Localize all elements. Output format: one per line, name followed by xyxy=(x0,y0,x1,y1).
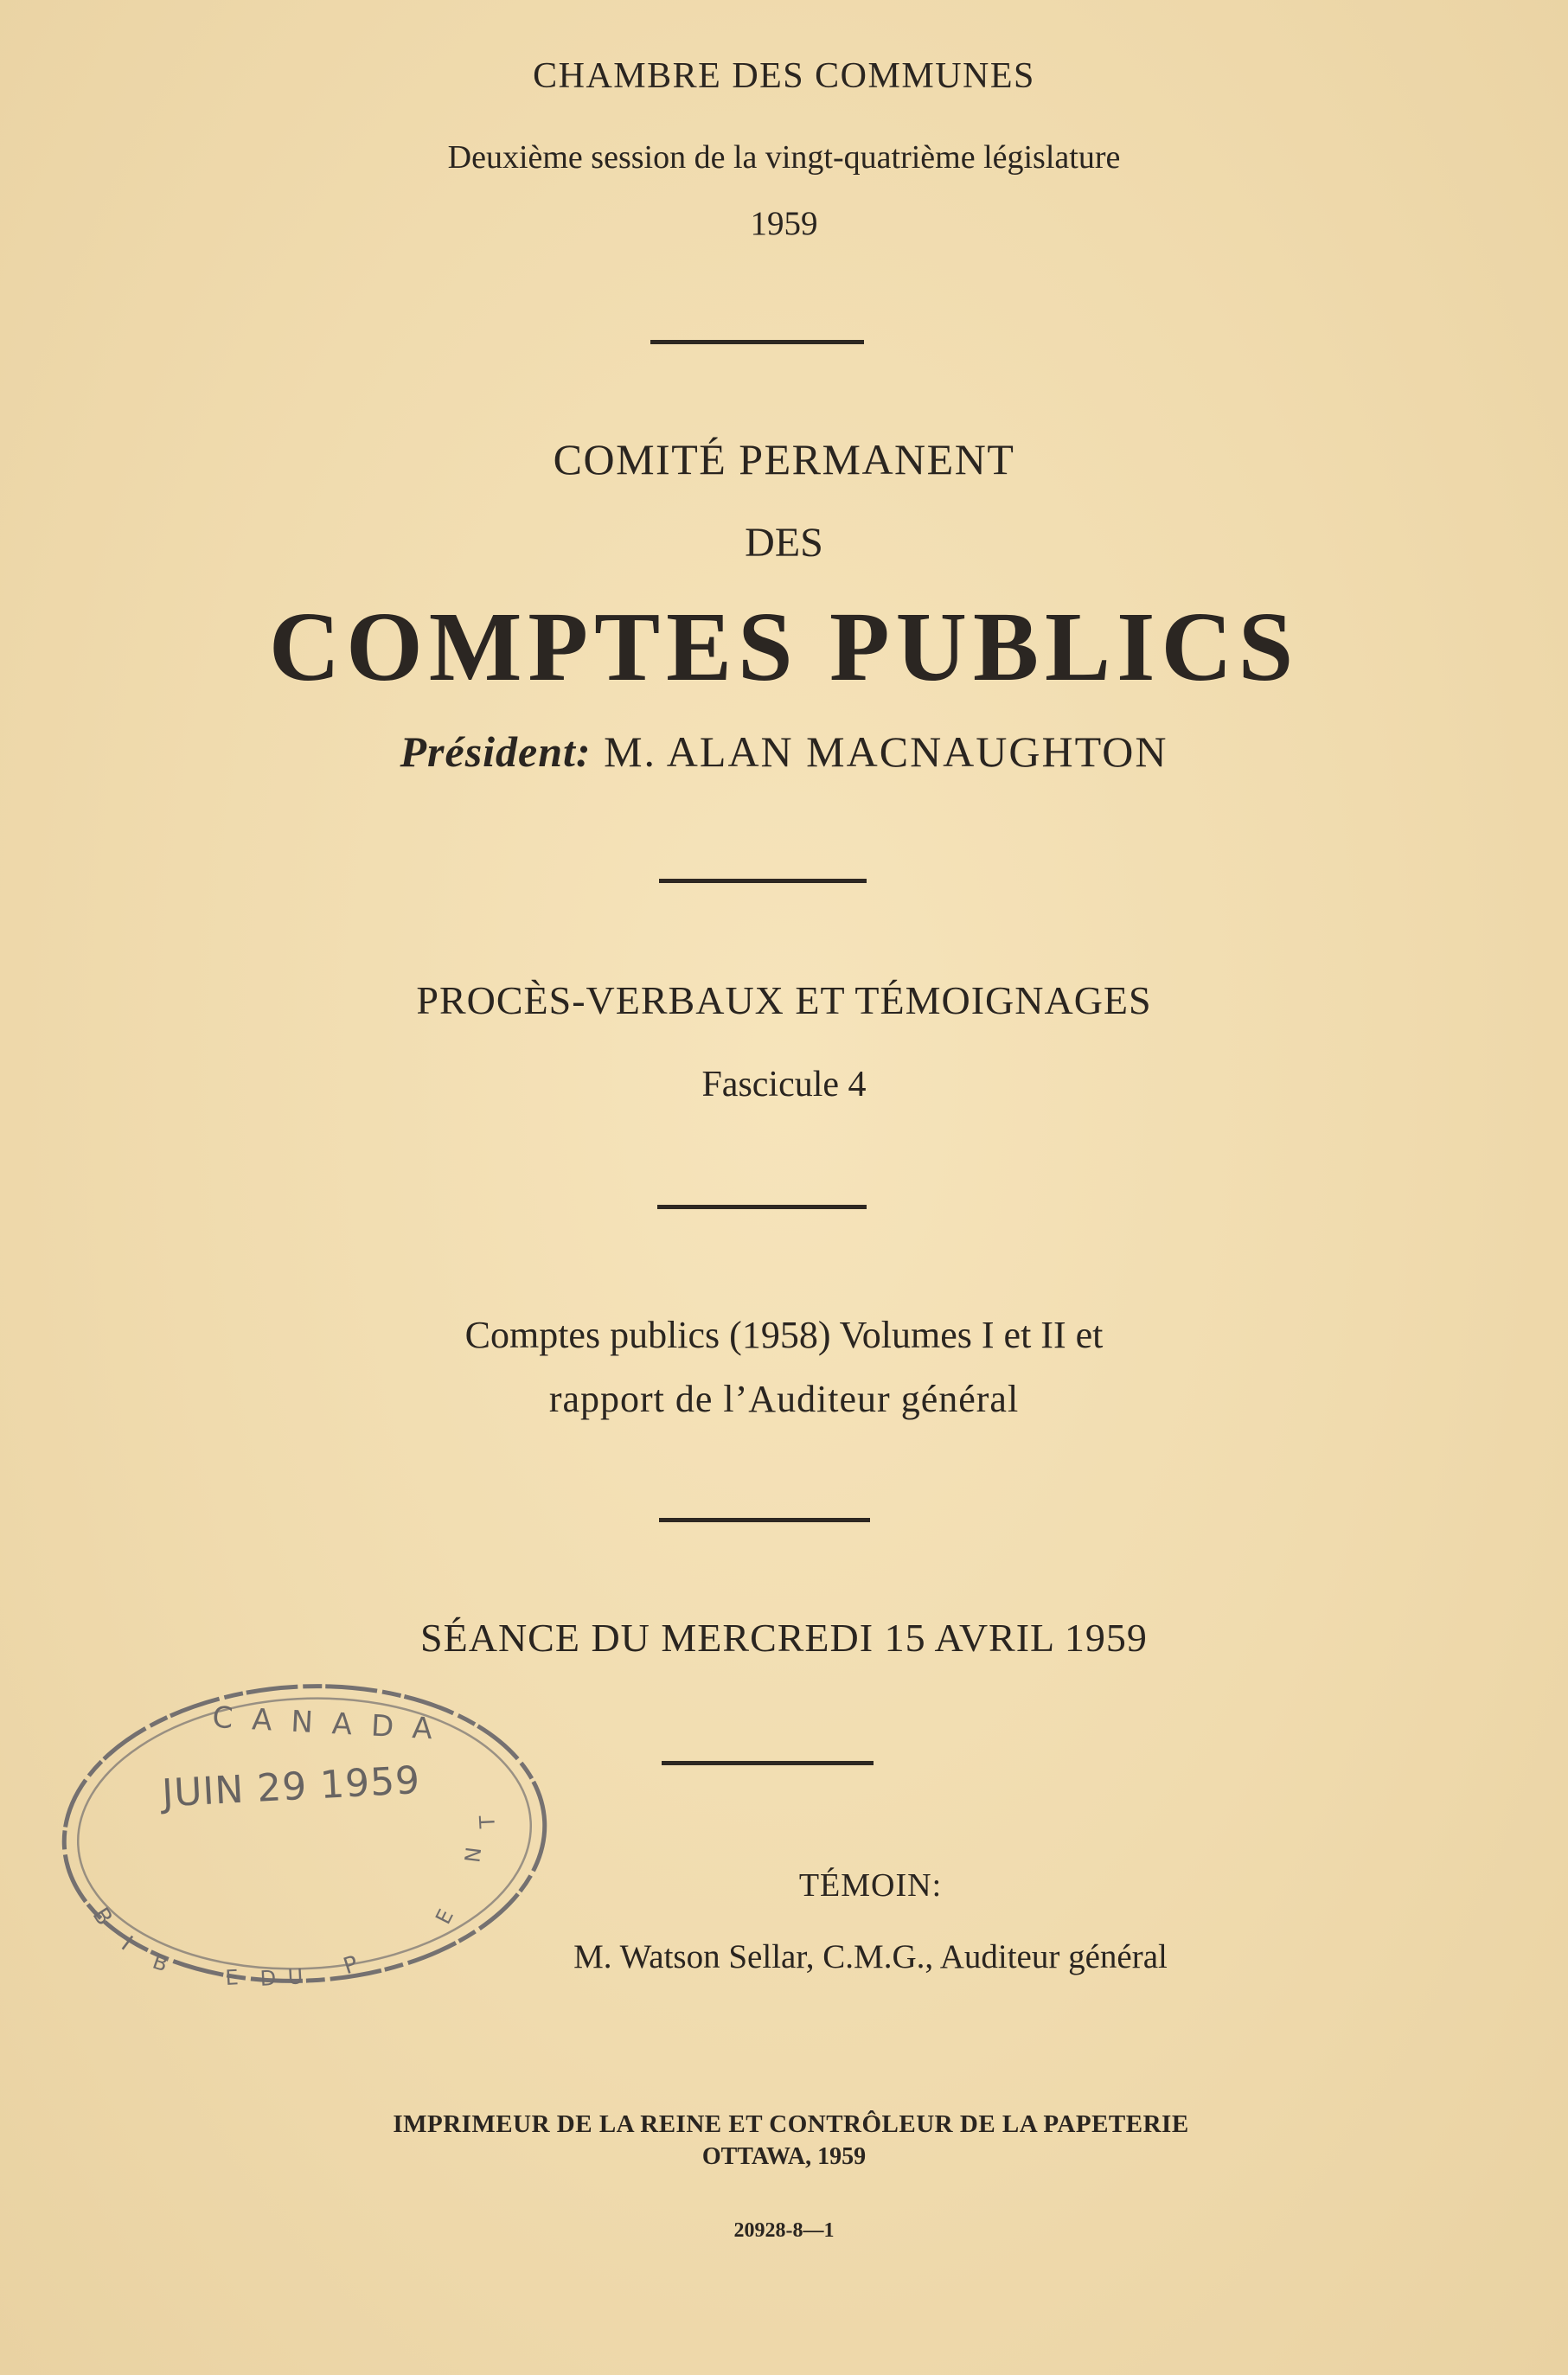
svg-text:B: B xyxy=(86,1903,118,1930)
svg-text:P: P xyxy=(340,1950,362,1981)
publication-title: PROCÈS-VERBAUX ET TÉMOIGNAGES xyxy=(416,978,1152,1022)
committee-line2: DES xyxy=(745,520,823,566)
svg-text:I: I xyxy=(116,1930,138,1956)
printer-city-year: OTTAWA, 1959 xyxy=(701,2143,867,2170)
svg-text:N: N xyxy=(460,1845,487,1865)
divider-rule xyxy=(659,1518,870,1522)
svg-text:T: T xyxy=(475,1815,500,1829)
svg-text:E: E xyxy=(224,1965,240,1990)
divider-rule xyxy=(650,340,864,344)
library-stamp xyxy=(46,1661,564,2007)
president-name: M. ALAN MACNAUGHTON xyxy=(604,727,1168,776)
fascicule-number: Fascicule 4 xyxy=(701,1065,867,1104)
divider-rule xyxy=(657,1205,867,1209)
stamp-date: JUIN 29 1959 xyxy=(161,1757,422,1816)
print-code: 20928-8—1 xyxy=(733,2219,835,2242)
committee-line1: COMITÉ PERMANENT xyxy=(553,435,1015,483)
committee-name: COMPTES PUBLICS xyxy=(268,592,1300,701)
divider-rule xyxy=(659,879,867,883)
svg-text:B: B xyxy=(149,1949,171,1977)
president-line xyxy=(0,727,1568,777)
svg-text:U: U xyxy=(286,1964,304,1990)
witness-name: M. Watson Sellar, C.M.G., Auditeur général xyxy=(573,1938,1168,1975)
president-label: Président: xyxy=(400,727,592,776)
sitting-date: SÉANCE DU MERCREDI 15 AVRIL 1959 xyxy=(420,1616,1148,1660)
subject-line1: Comptes publics (1958) Volumes I et II et xyxy=(464,1314,1104,1356)
divider-rule xyxy=(662,1761,874,1765)
session-line: Deuxième session de la vingt-quatrième législature xyxy=(447,139,1121,176)
witness-label: TÉMOIN: xyxy=(798,1867,943,1904)
stamp-country: CANADA xyxy=(211,1700,452,1748)
svg-text:D: D xyxy=(259,1965,277,1991)
subject-line2: rapport de l’Auditeur général xyxy=(548,1378,1020,1420)
printer-line: IMPRIMEUR DE LA REINE ET CONTRÔLEUR DE LA PAPETERIE xyxy=(393,2110,1189,2138)
header-year: 1959 xyxy=(750,205,818,242)
chamber-heading: CHAMBRE DES COMMUNES xyxy=(533,56,1035,96)
svg-text:E: E xyxy=(431,1904,459,1929)
